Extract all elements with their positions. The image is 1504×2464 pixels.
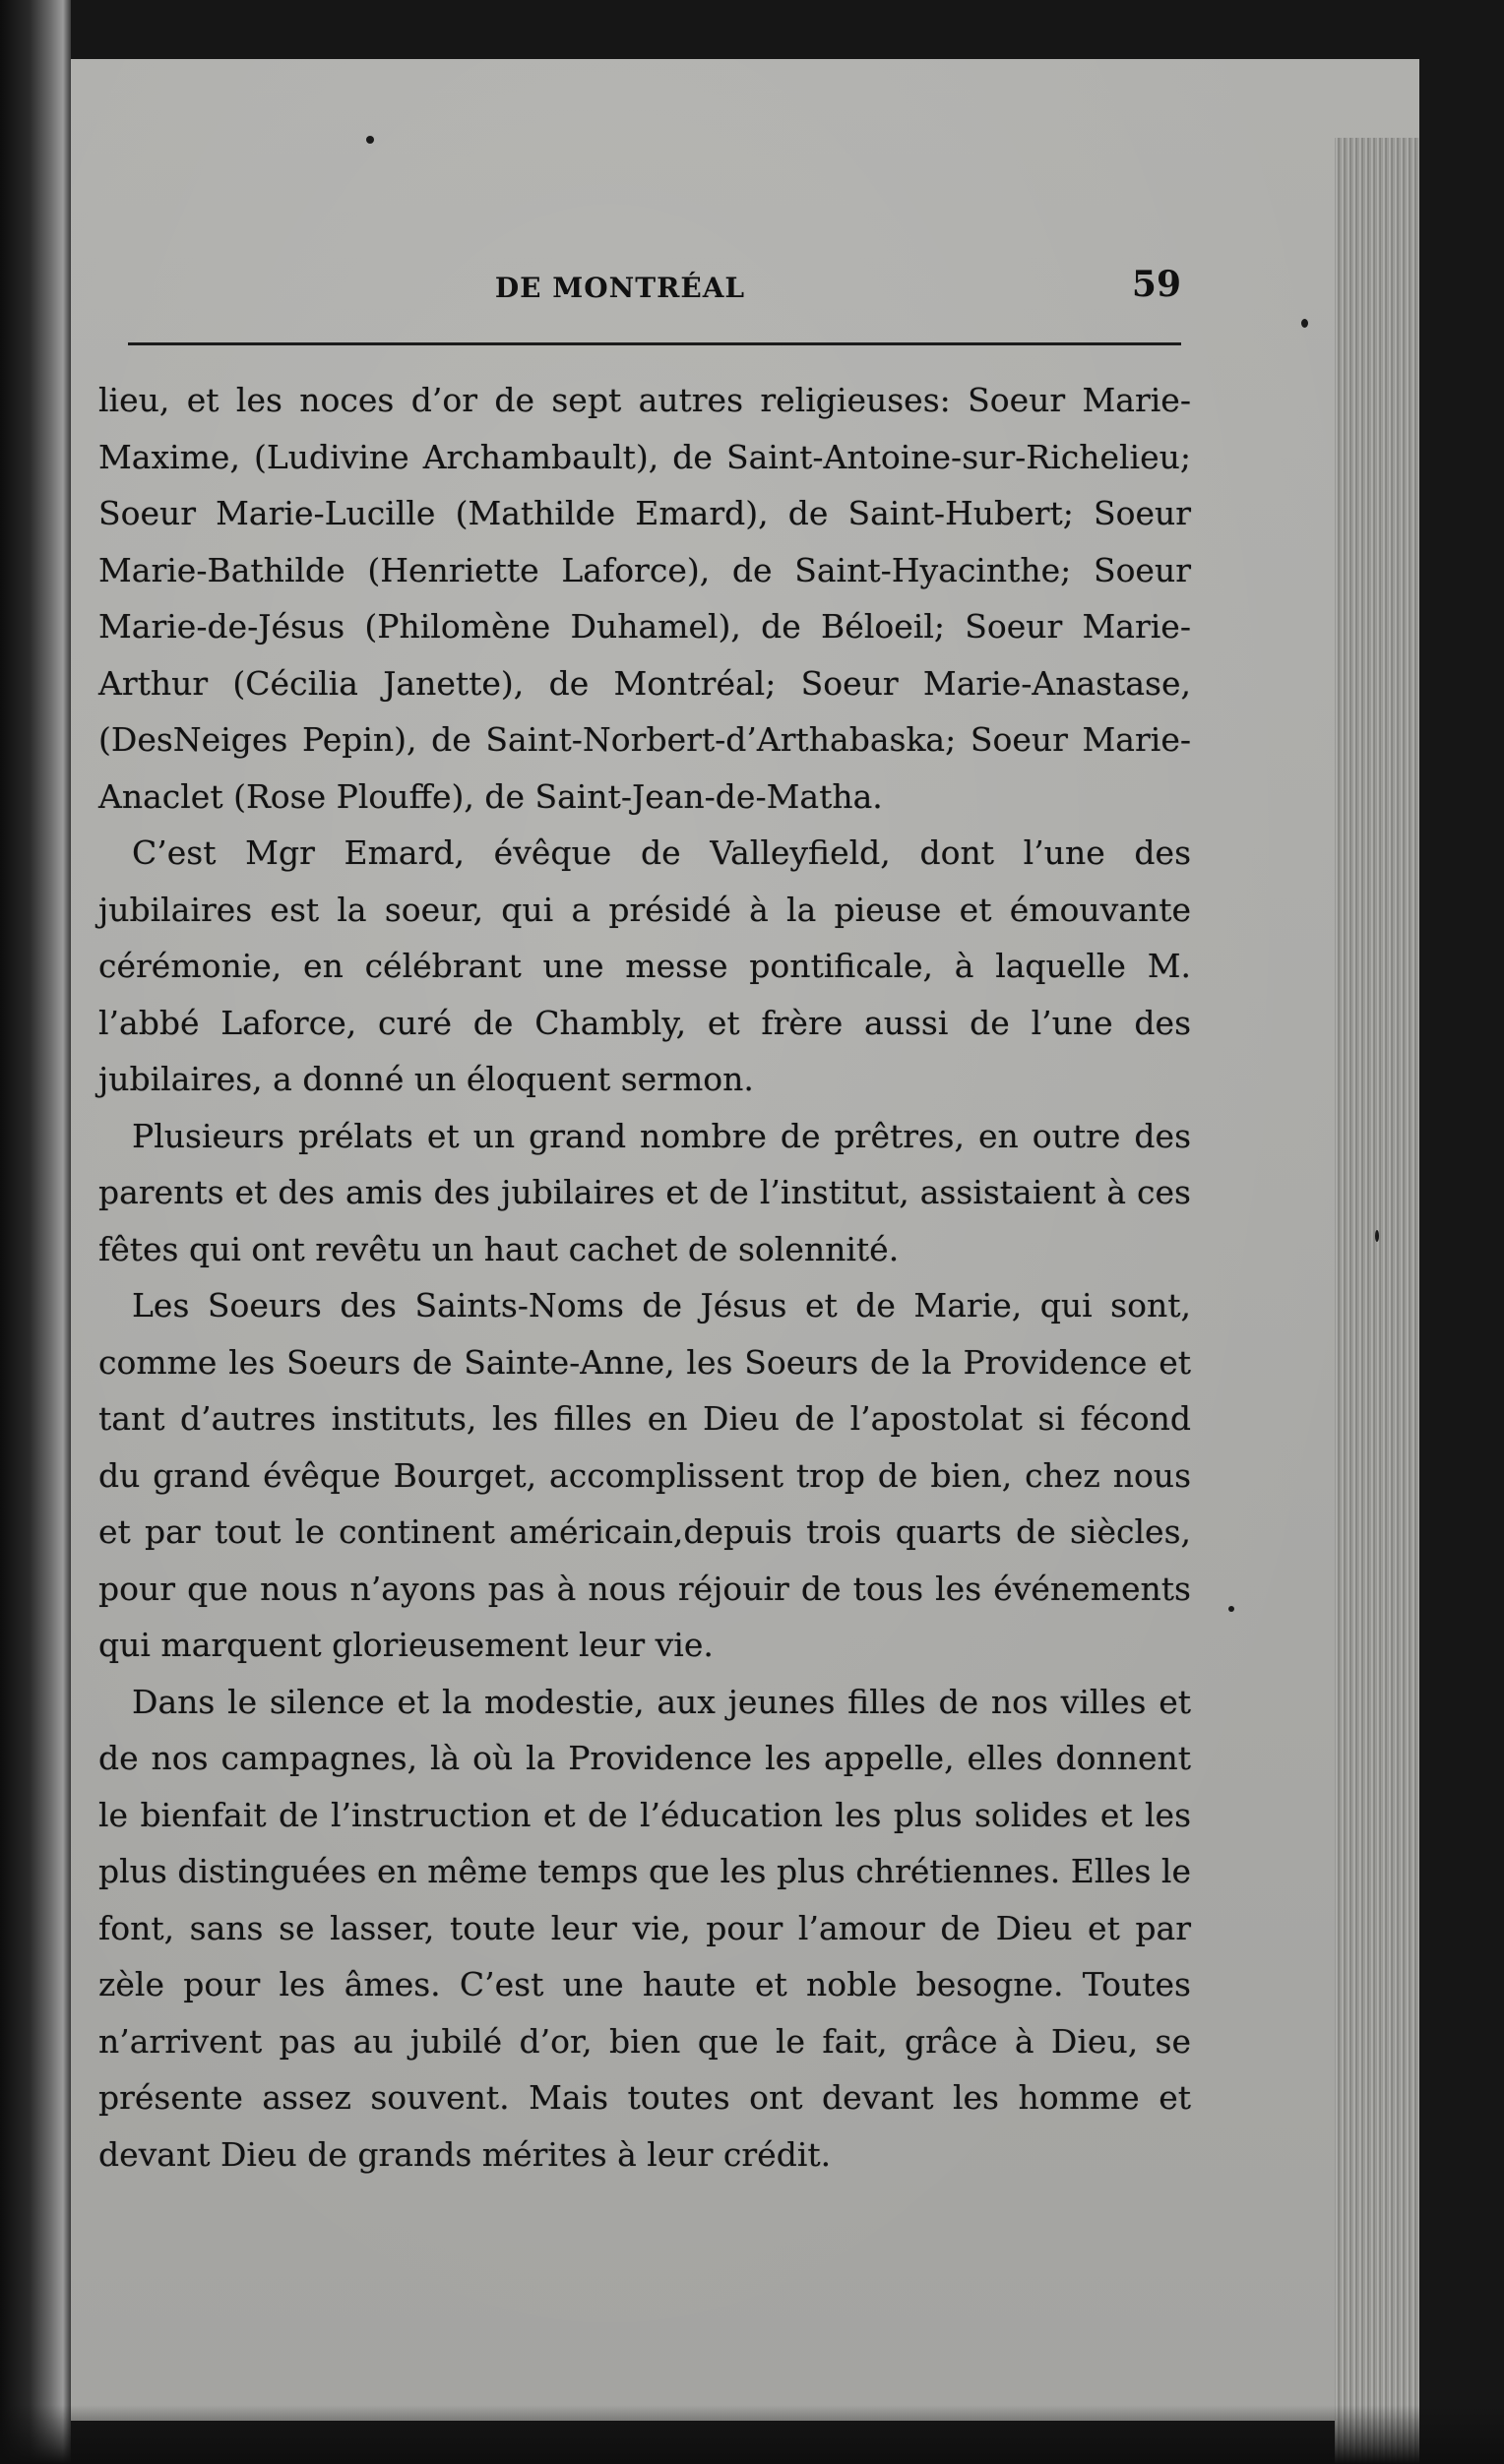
- ink-speck: [1301, 319, 1308, 328]
- ink-speck: [366, 136, 374, 144]
- header-rule: [128, 342, 1181, 345]
- paragraph: Plusieurs prélats et un grand nombre de prêtres, en outre des parents et des amis des jubilaires et de l’institut, assistaient à ces fêtes qui ont revêtu un haut cachet de solennité.: [98, 1116, 1191, 1268]
- page-stack-edge: [1335, 138, 1419, 2464]
- page-header: [128, 264, 1181, 323]
- paragraph: C’est Mgr Emard, évêque de Valleyfield, dont l’une des jubilaires est la soeur, qui a présidé à la pieuse et émouvante cérémonie, en célébrant une messe pontificale, à laquelle M. l’abbé Laforce, curé de Chambly, et frère aussi de l’une des jubilaires, a donné un éloquent sermon.: [98, 833, 1191, 1098]
- ink-speck: [1375, 1230, 1379, 1242]
- ink-speck: [1228, 1606, 1234, 1612]
- page-number: 59: [1131, 264, 1181, 305]
- paragraph: Les Soeurs des Saints-Noms de Jésus et de Marie, qui sont, comme les Soeurs de Sainte-Anne, les Soeurs de la Providence et tant d’autres instituts, les filles en Dieu de l’apostolat si fécond du grand évêque Bourget, accomplissent trop de bien, chez nous et par tout le continent américain,depuis trois quarts de siècles, pour que nous n’ayons pas à nous réjouir de tous les événements qui marquent glorieusement leur vie.: [98, 1286, 1191, 1664]
- bottom-shadow: [0, 2405, 1504, 2464]
- paragraph: Dans le silence et la modestie, aux jeunes filles de nos villes et de nos campagnes, là où la Providence les appelle, elles donnent le bienfait de l’instruction et de l’éducation les plus solides et les plus distinguées en même temps que les plus chrétiennes. Elles le font, sans se lasser, toute leur vie, pour l’amour de Dieu et par zèle pour les âmes. C’est une haute et noble besogne. Toutes n’arrivent pas au jubilé d’or, bien que le fait, grâce à Dieu, se présente assez souvent. Mais toutes ont devant les homme et devant Dieu de grands mérites à leur crédit.: [98, 1682, 1191, 2174]
- running-title: DE MONTRÉAL: [494, 272, 746, 304]
- body-text: [98, 372, 1191, 2183]
- paragraph: lieu, et les noces d’or de sept autres religieuses: Soeur Marie-Maxime, (Ludivine Archambault), de Saint-Antoine-sur-Richelieu; Soeur Marie-Lucille (Mathilde Emard), de Saint-Hubert; Soeur Marie-Bathilde (Henriette Laforce), de Saint-Hyacinthe; Soeur Marie-de-Jésus (Philomène Duhamel), de Béloeil; Soeur Marie-Arthur (Cécilia Janette), de Montréal; Soeur Marie-Anastase, (DesNeiges Pepin), de Saint-Norbert-d’Arthabaska; Soeur Marie-Anaclet (Rose Plouffe), de Saint-Jean-de-Matha.: [98, 381, 1191, 816]
- facing-page-edge: [0, 0, 71, 2464]
